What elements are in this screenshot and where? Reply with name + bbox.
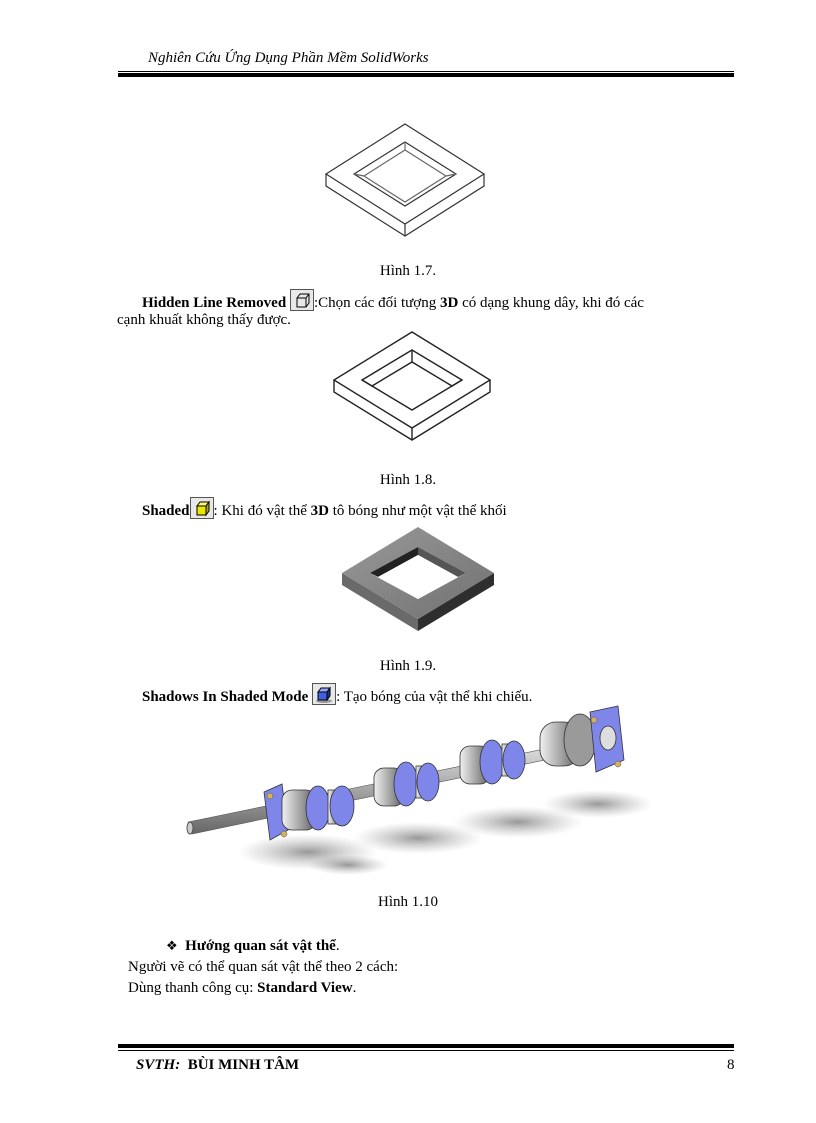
running-header: Nghiên Cứu Ứng Dụng Phần Mềm SolidWorks: [148, 50, 429, 66]
shaded-icon: [190, 497, 214, 526]
footer-name: BÙI MINH TÂM: [187, 1057, 300, 1073]
view-line2-a: Dùng thanh công cụ:: [128, 980, 258, 996]
figure-1-7-caption: Hình 1.7.: [379, 263, 437, 279]
header-rule-thick: [118, 73, 734, 77]
shaded-paragraph: [142, 497, 738, 526]
shadows-term: Shadows In Shaded Mode: [142, 688, 309, 705]
hidden-line-term: Hidden Line Removed: [142, 294, 287, 311]
figure-1-10-shaft-assembly: [178, 700, 656, 890]
footer-rule-thin: [118, 1050, 734, 1051]
figure-1-9-shaded: [338, 525, 498, 635]
figure-1-7-wireframe: [320, 122, 490, 242]
shadows-desc: : Tạo bóng của vật thể khi chiếu.: [336, 688, 533, 705]
footer-label: SVTH: [136, 1057, 176, 1073]
figure-1-8-caption: Hình 1.8.: [379, 472, 437, 488]
footer-rule-thick: [118, 1044, 734, 1048]
header-rule-thin: [118, 71, 734, 72]
shaded-desc-b: tô bóng như một vật thể khối: [328, 502, 507, 519]
page-number: 8: [727, 1057, 735, 1073]
view-heading: [166, 936, 340, 957]
footer-sep: :: [175, 1057, 181, 1073]
footer-author: [136, 1057, 299, 1074]
view-heading-text: Hướng quan sát vật thể: [185, 938, 336, 954]
view-line2-end: .: [352, 980, 357, 996]
figure-1-10-caption: Hình 1.10: [378, 894, 438, 910]
hidden-line-desc-a: :Chọn các đối tượng: [313, 294, 440, 311]
hidden-line-desc-b: có dạng khung dây, khi đó các: [458, 294, 644, 311]
hidden-line-removed-icon: [290, 289, 314, 318]
view-line2-bold: Standard View: [257, 980, 353, 996]
figure-1-8-hidden-line: [330, 328, 495, 450]
figure-1-9-caption: Hình 1.9.: [379, 658, 437, 674]
hidden-line-desc-bold: 3D: [439, 294, 459, 311]
diamond-bullet-icon: ❖: [166, 939, 178, 954]
view-line2: [128, 978, 356, 999]
hidden-line-desc-line2: cạnh khuất không thấy được.: [117, 312, 291, 328]
view-line1: Người vẽ có thể quan sát vật thể theo 2 cách:: [128, 959, 399, 975]
shaded-term: Shaded: [142, 502, 190, 519]
shaded-desc-a: : Khi đó vật thể: [213, 502, 311, 519]
view-heading-end: .: [335, 938, 340, 954]
shaded-desc-bold: 3D: [310, 502, 329, 519]
